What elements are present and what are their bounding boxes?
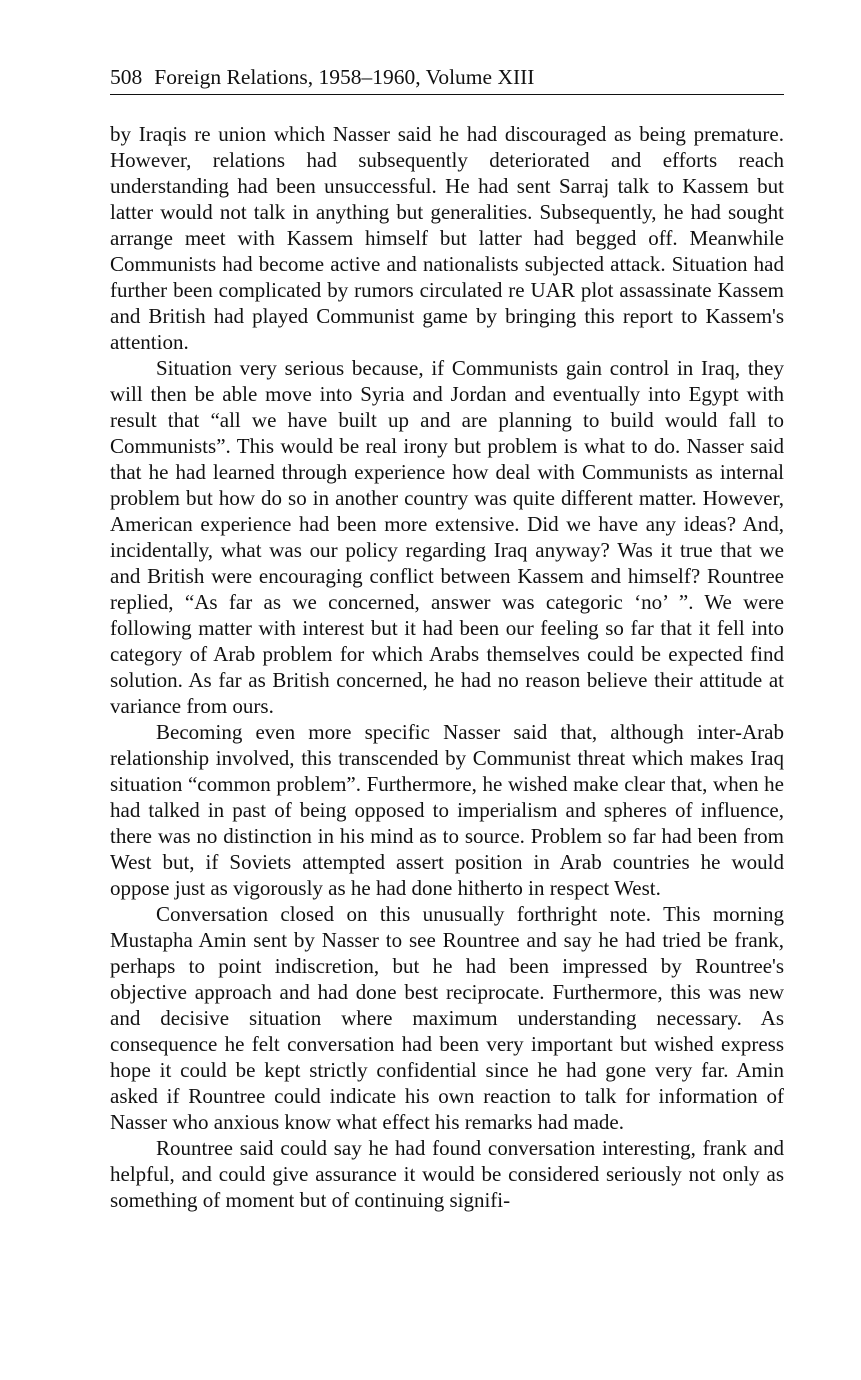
paragraph-5: Rountree said could say he had found conversation interesting, frank and helpful, and could give assurance it would be considered seriously not only as something of moment but of continuing signifi- (110, 1136, 784, 1212)
paragraph-1: by Iraqis re union which Nasser said he had discouraged as being premature. However, relations had subsequently deteriorated and efforts reach understanding had been unsuccessful. He had sent Sarraj talk to Kassem but latter would not talk in anything but generalities. Subsequently, he had sought arrange meet with Kassem himself but latter had begged off. Meanwhile Communists had become active and nationalists subjected attack. Situation had further been complicated by rumors circulated re UAR plot assassinate Kassem and British had played Communist game by bringing this report to Kassem's attention. (110, 122, 784, 354)
body-text (110, 121, 784, 1213)
paragraph-3: Becoming even more specific Nasser said that, although inter-Arab relationship involved, this transcended by Communist threat which makes Iraq situation “common problem”. Furthermore, he wished make clear that, when he had talked in past of being opposed to imperialism and spheres of influence, there was no distinction in his mind as to source. Problem so far had been from West but, if Soviets attempted assert position in Arab countries he would oppose just as vigorously as he had done hitherto in respect West. (110, 720, 784, 900)
document-page (110, 62, 784, 1213)
running-header (110, 62, 784, 95)
paragraph-2: Situation very serious because, if Communists gain control in Iraq, they will then be able move into Syria and Jordan and eventually into Egypt with result that “all we have built up and are planning to build would fall to Communists”. This would be real irony but problem is what to do. Nasser said that he had learned through experience how deal with Communists as internal problem but how do so in another country was quite different matter. However, American experience had been more extensive. Did we have any ideas? And, incidentally, what was our policy regarding Iraq anyway? Was it true that we and British were encouraging conflict between Kassem and himself? Rountree replied, “As far as we concerned, answer was categoric ‘no’ ”. We were following matter with interest but it had been our feeling so far that it fell into category of Arab problem for which Arabs themselves could be expected find solution. As far as British concerned, he had no reason believe their attitude at variance from ours. (110, 356, 784, 718)
volume-title: Foreign Relations, 1958–1960, Volume XIII (154, 65, 535, 89)
page-number: 508 (110, 65, 143, 89)
paragraph-4: Conversation closed on this unusually forthright note. This morning Mustapha Amin sent by Nasser to see Rountree and say he had tried be frank, perhaps to point indiscretion, but he had been impressed by Rountree's objective approach and had done best reciprocate. Furthermore, this was new and decisive situation where maximum understanding necessary. As consequence he felt conversation had been very important but wished express hope it could be kept strictly confidential since he had gone very far. Amin asked if Rountree could indicate his own reaction to talk for information of Nasser who anxious know what effect his remarks had made. (110, 902, 784, 1134)
